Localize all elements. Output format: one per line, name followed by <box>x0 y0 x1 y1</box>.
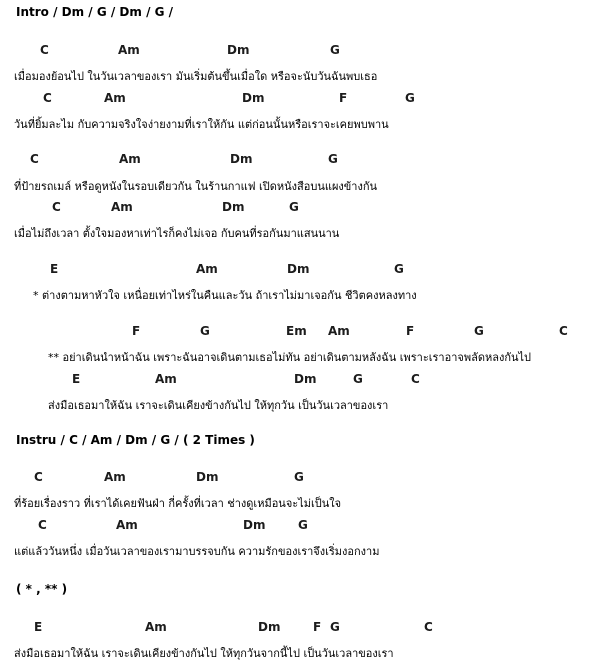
chord: Dm <box>196 470 219 484</box>
lyric-line: ส่งมือเธอมาให้ฉัน เราจะเดินเคียงข้างกันไป ให้ทุกวัน เป็นวันเวลาของเรา <box>48 399 389 412</box>
chord: F <box>406 324 415 338</box>
instru-line: Instru / C / Am / Dm / G / ( 2 Times ) <box>16 433 255 447</box>
chord: G <box>474 324 484 338</box>
chord: C <box>34 470 43 484</box>
chord: C <box>424 620 433 634</box>
chord: Am <box>111 200 133 214</box>
chord: Am <box>118 43 140 57</box>
chord: Am <box>104 470 126 484</box>
chord: Dm <box>258 620 281 634</box>
chord: E <box>72 372 81 386</box>
chord: G <box>328 152 338 166</box>
repeat-marker: ( * , ** ) <box>16 582 68 596</box>
lyric-line: แต่แล้ววันหนึ่ง เมื่อวันเวลาของเรามาบรรจบกัน ความรักของเราจึงเริ่มงอกงาม <box>14 545 380 558</box>
chord: F <box>313 620 322 634</box>
chord: C <box>411 372 420 386</box>
lyric-line: * ต่างตามหาหัวใจ เหนื่อยเท่าไหร่ในคืนและวัน ถ้าเราไม่มาเจอกัน ชีวิตคงหลงทาง <box>33 289 417 302</box>
chord: C <box>40 43 49 57</box>
chord: G <box>330 43 340 57</box>
chord: C <box>43 91 52 105</box>
chord: E <box>34 620 43 634</box>
chord: Dm <box>227 43 250 57</box>
chord: Dm <box>242 91 265 105</box>
chord: G <box>394 262 404 276</box>
chord: G <box>289 200 299 214</box>
lyric-line: ** อย่าเดินนำหน้าฉัน เพราะฉันอาจเดินตามเธอไม่ทัน อย่าเดินตามหลังฉัน เพราะเราอาจพลัดหลงกันไป <box>48 351 532 364</box>
chord: C <box>52 200 61 214</box>
chord: G <box>330 620 340 634</box>
chord: C <box>30 152 39 166</box>
chord: Dm <box>287 262 310 276</box>
chord: Am <box>155 372 177 386</box>
lyric-line: ที่ป้ายรถเมล์ หรือดูหนังในรอบเดียวกัน ในร้านกาแฟ เปิดหนังสือบนแผงข้างกัน <box>14 180 378 193</box>
chord: Am <box>328 324 350 338</box>
lyric-line: ส่งมือเธอมาให้ฉัน เราจะเดินเคียงข้างกันไป ให้ทุกวันจากนี้ไป เป็นวันเวลาของเรา <box>14 647 394 660</box>
chord: Am <box>104 91 126 105</box>
chord: Dm <box>230 152 253 166</box>
chord: Am <box>116 518 138 532</box>
chord: Dm <box>222 200 245 214</box>
chord: C <box>38 518 47 532</box>
chord: C <box>559 324 568 338</box>
chord: G <box>353 372 363 386</box>
lyric-line: วันที่ยิ้มละไม กับความจริงใจง่ายงามที่เราให้กัน แต่ก่อนนั้นหรือเราจะเคยพบพาน <box>14 118 389 131</box>
lyric-line: ที่ร้อยเรื่องราว ที่เราได้เคยฟันฝ่า กี่ครั้งที่เวลา ช่างดูเหมือนจะไม่เป็นใจ <box>14 497 342 510</box>
chord: G <box>405 91 415 105</box>
chord: Am <box>196 262 218 276</box>
chord: F <box>132 324 141 338</box>
lyric-line: เมื่อไม่ถึงเวลา ตั้งใจมองหาเท่าไรก็คงไม่เจอ กับคนที่รอกันมาแสนนาน <box>14 227 340 240</box>
chord: G <box>298 518 308 532</box>
chord: Am <box>145 620 167 634</box>
chord: Dm <box>294 372 317 386</box>
chord: G <box>200 324 210 338</box>
chord: Em <box>286 324 307 338</box>
intro-line: Intro / Dm / G / Dm / G / <box>16 5 174 19</box>
chord: F <box>339 91 348 105</box>
chord: G <box>294 470 304 484</box>
chord: Dm <box>243 518 266 532</box>
lyric-line: เมื่อมองย้อนไป ในวันเวลาของเรา มันเริ่มต้นขึ้นเมื่อใด หรือจะนับวันฉันพบเธอ <box>14 70 378 83</box>
chord: E <box>50 262 59 276</box>
chord: Am <box>119 152 141 166</box>
